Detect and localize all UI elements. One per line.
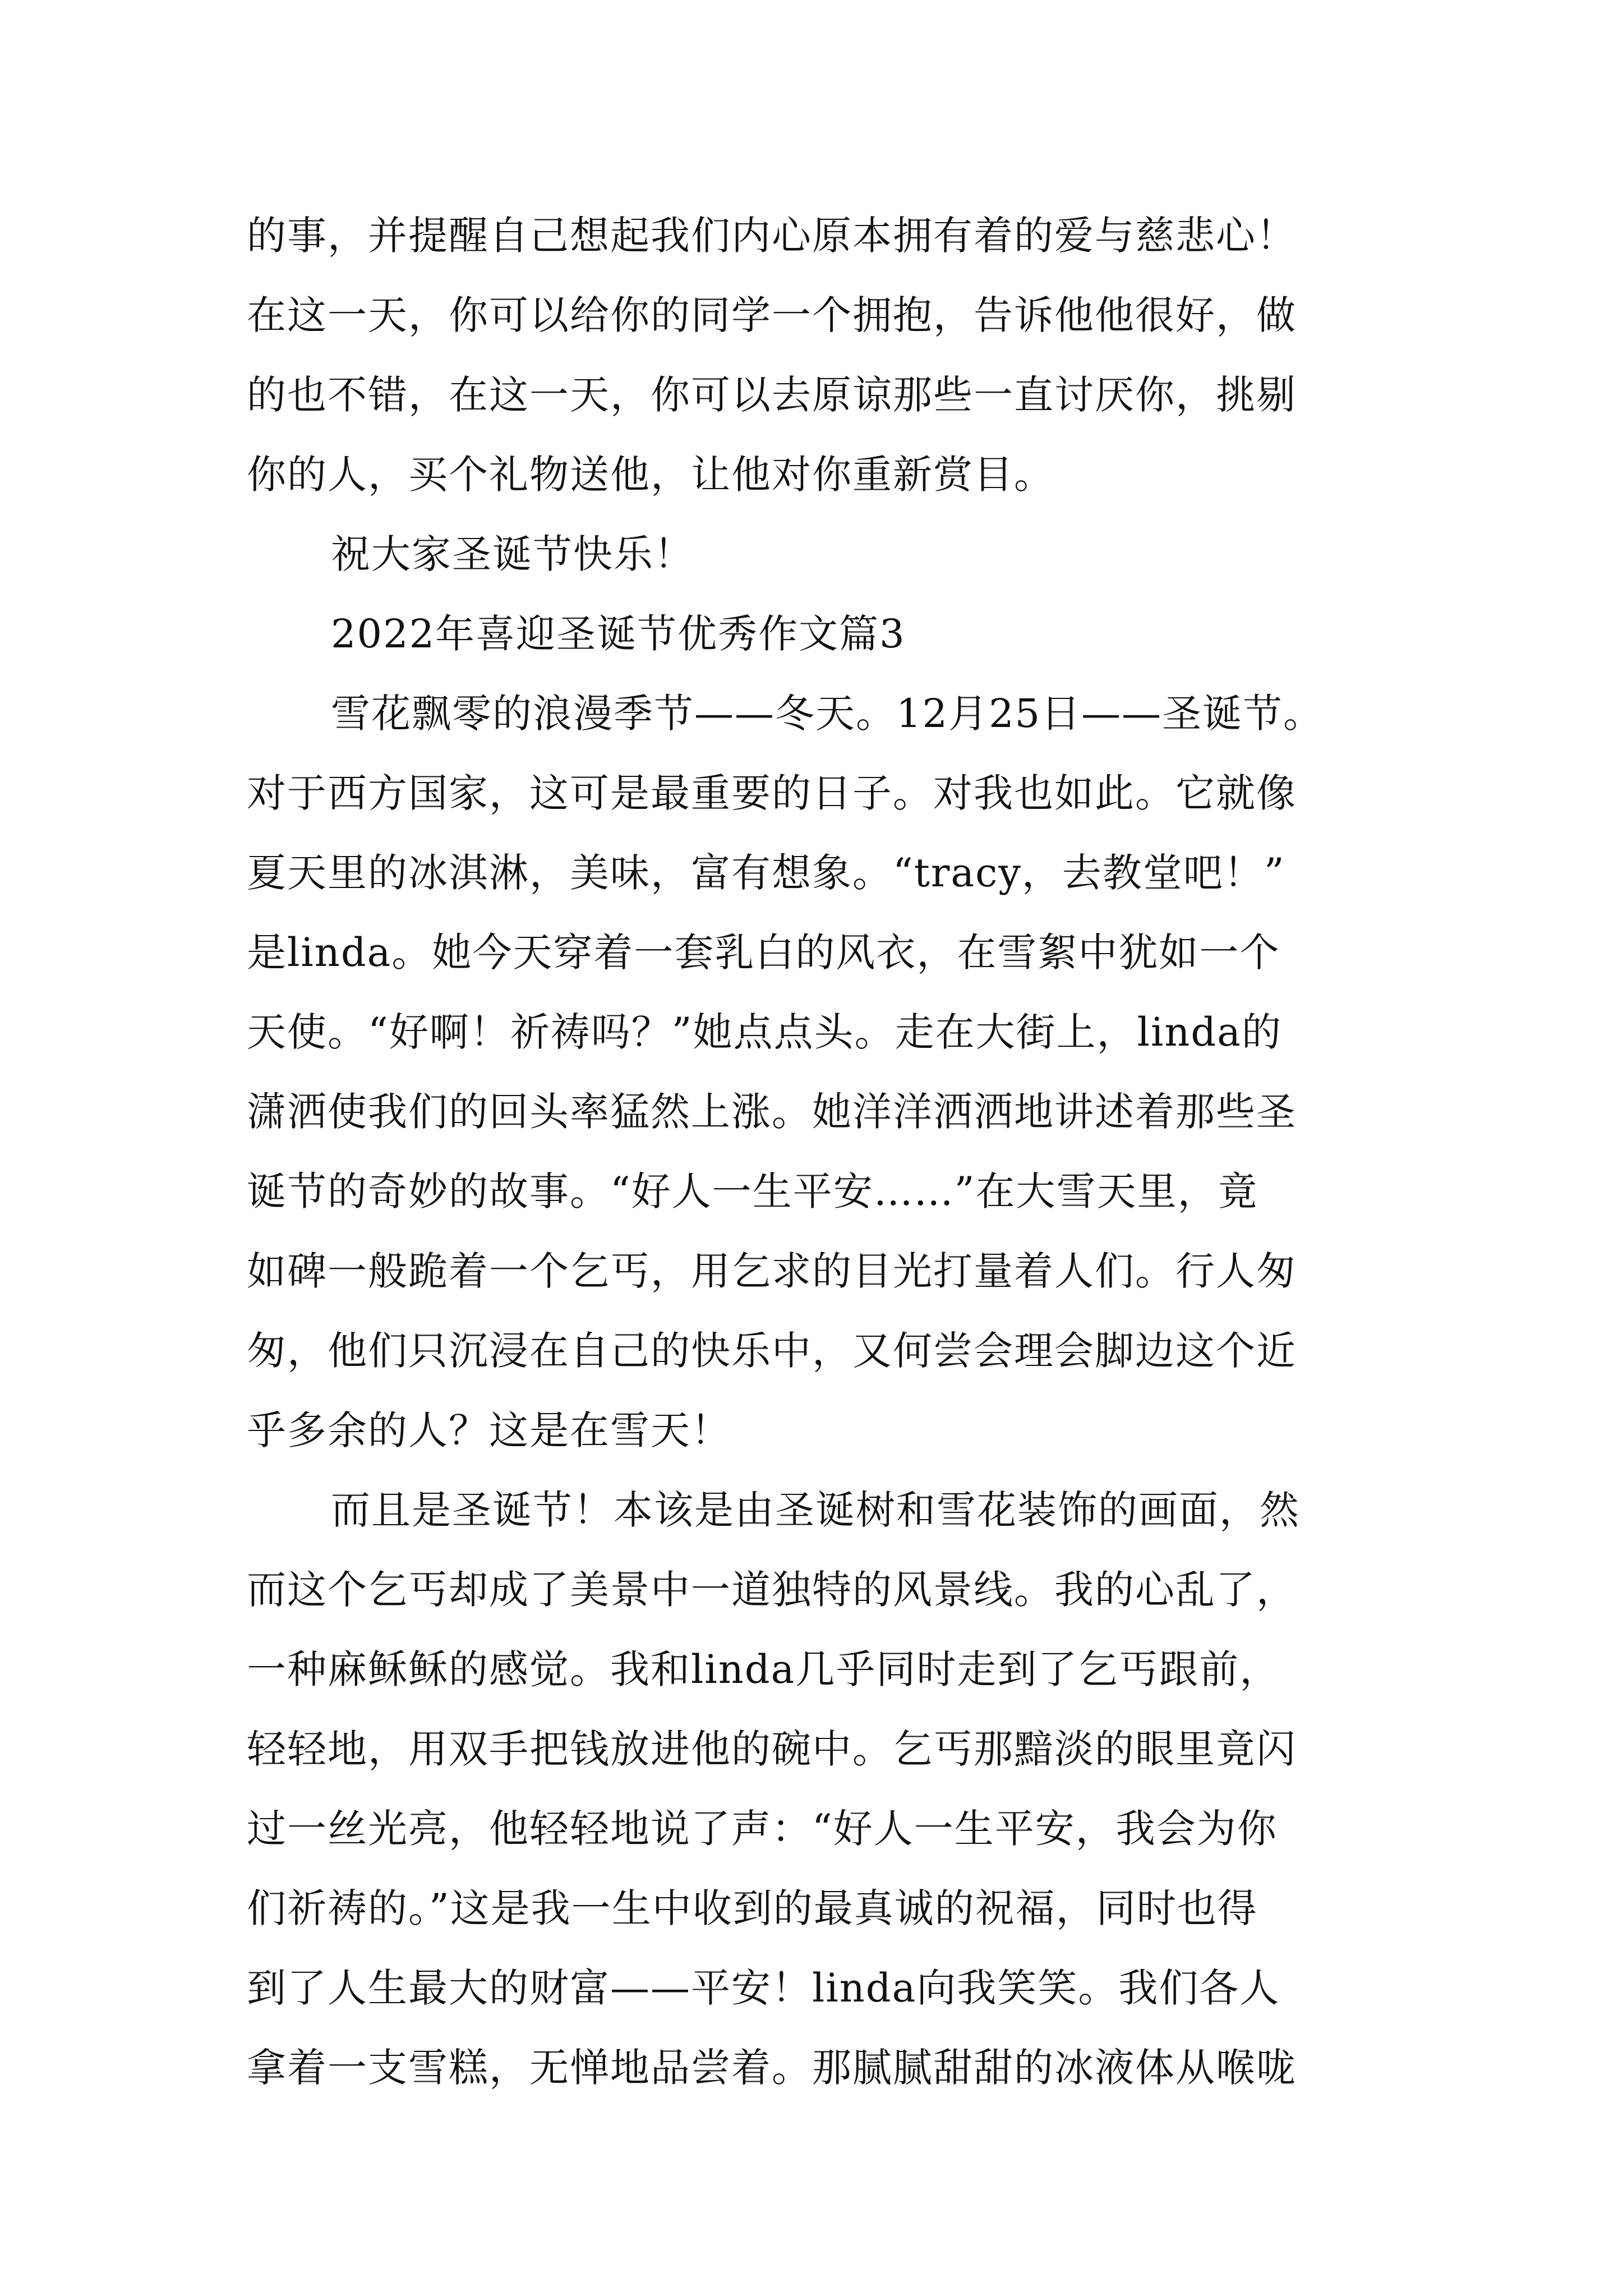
text-line: 祝大家圣诞节快乐！ bbox=[331, 531, 694, 577]
section-heading: 2022年喜迎圣诞节优秀作文篇3 bbox=[331, 611, 906, 657]
text-line: 们祈祷的。”这是我一生中收到的最真诚的祝福，同时也得 bbox=[247, 1885, 1258, 1931]
text-line: 对于西方国家，这可是最重要的日子。对我也如此。它就像 bbox=[247, 770, 1297, 816]
text-line: 而且是圣诞节！本该是由圣诞树和雪花装饰的画面，然 bbox=[331, 1487, 1300, 1533]
text-line: 匆，他们只沉浸在自己的快乐中，又何尝会理会脚边这个近 bbox=[247, 1328, 1297, 1374]
text-line: 拿着一支雪糕，无惮地品尝着。那腻腻甜甜的冰液体从喉咙 bbox=[247, 2045, 1297, 2091]
text-line: 一种麻稣稣的感觉。我和linda几乎同时走到了乞丐跟前， bbox=[247, 1646, 1280, 1692]
text-line: 如碑一般跪着一个乞丐，用乞求的目光打量着人们。行人匆 bbox=[247, 1248, 1297, 1294]
text-line: 雪花飘零的浪漫季节——冬天。12月25日——圣诞节。 bbox=[331, 691, 1324, 737]
text-line: 轻轻地，用双手把钱放进他的碗中。乞丐那黯淡的眼里竟闪 bbox=[247, 1726, 1297, 1772]
text-line: 而这个乞丐却成了美景中一道独特的风景线。我的心乱了， bbox=[247, 1567, 1297, 1613]
text-line: 是linda。她今天穿着一套乳白的风衣，在雪絮中犹如一个 bbox=[247, 930, 1280, 976]
text-line: 的也不错，在这一天，你可以去原谅那些一直讨厌你，挑剔 bbox=[247, 372, 1297, 418]
text-line: 在这一天，你可以给你的同学一个拥抱，告诉他他很好，做 bbox=[247, 292, 1297, 338]
text-line: 到了人生最大的财富——平安！linda向我笑笑。我们各人 bbox=[247, 1965, 1280, 2011]
text-line: 乎多余的人？这是在雪天！ bbox=[247, 1407, 731, 1453]
text-line: 你的人，买个礼物送他，让他对你重新赏目。 bbox=[247, 452, 1054, 498]
text-line: 夏天里的冰淇淋，美味，富有想象。“tracy，去教堂吧！” bbox=[247, 850, 1285, 896]
text-line: 天使。“好啊！祈祷吗？”她点点头。走在大街上，linda的 bbox=[247, 1009, 1282, 1055]
text-line: 的事，并提醒自己想起我们内心原本拥有着的爱与慈悲心！ bbox=[247, 213, 1297, 259]
text-line: 过一丝光亮，他轻轻地说了声：“好人一生平安，我会为你 bbox=[247, 1806, 1278, 1852]
text-line: 诞节的奇妙的故事。“好人一生平安……”在大雪天里，竟 bbox=[247, 1168, 1258, 1214]
text-line: 潇洒使我们的回头率猛然上涨。她洋洋洒洒地讲述着那些圣 bbox=[247, 1089, 1297, 1135]
